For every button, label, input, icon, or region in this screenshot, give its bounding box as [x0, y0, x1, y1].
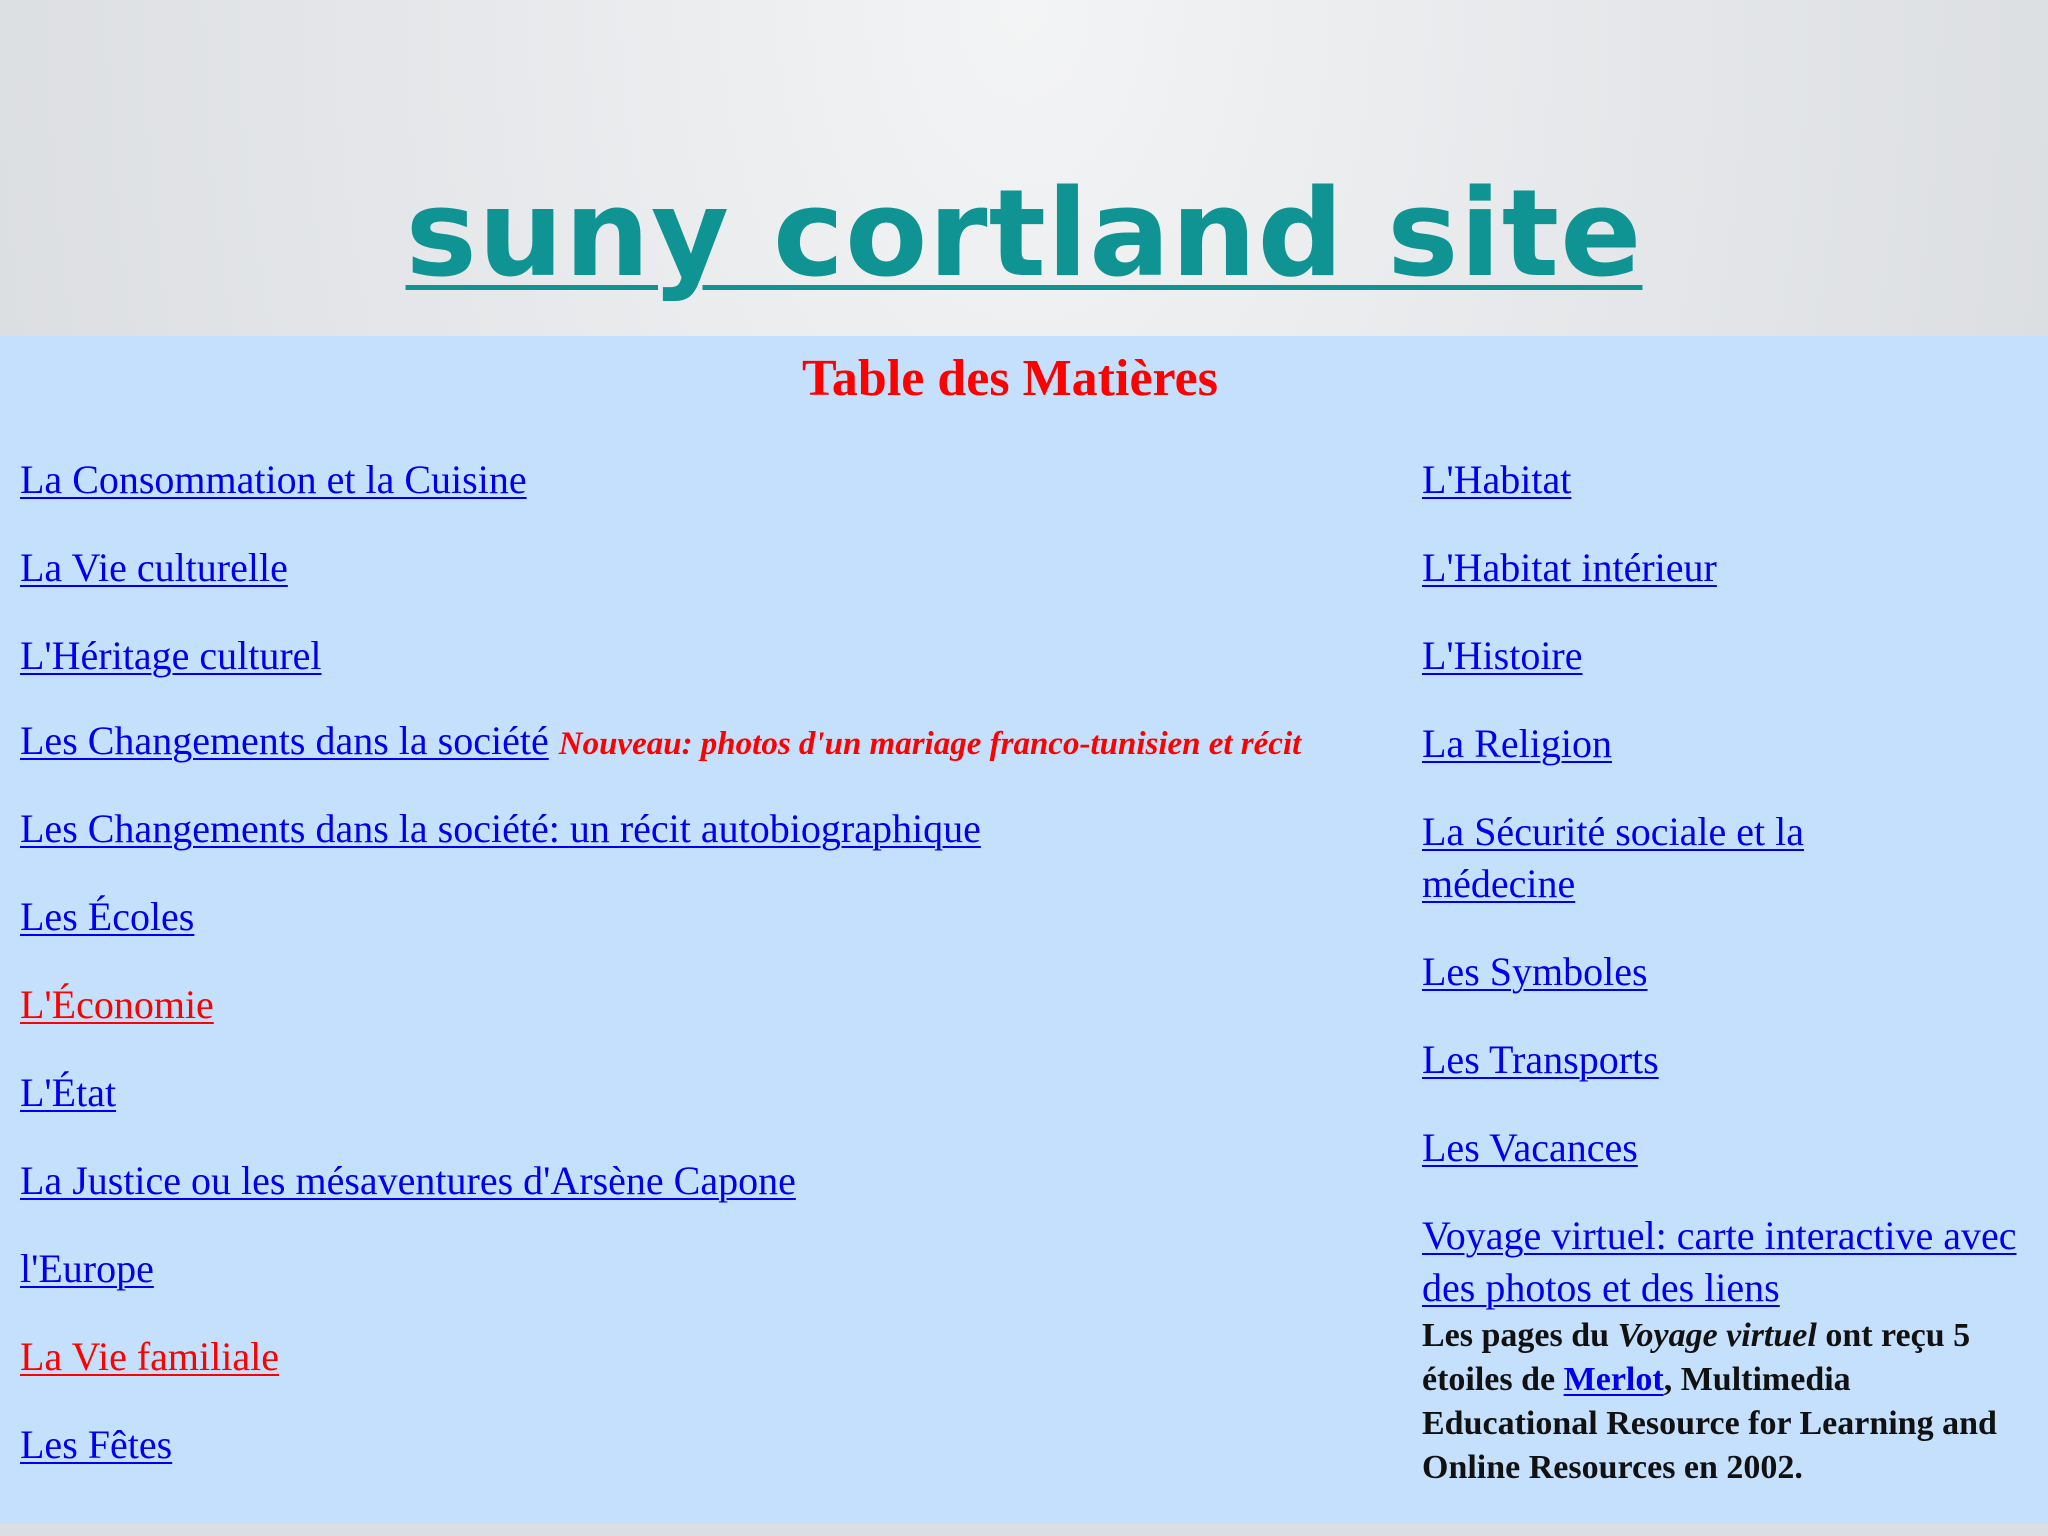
list-item: [20, 1243, 1390, 1295]
slide-bottom-strip: [0, 1524, 2048, 1536]
toc-link-recit-autobiographique[interactable]: Les Changements dans la société: un récit autobiographique: [20, 806, 981, 851]
toc-link-heritage-culturel[interactable]: L'Héritage culturel: [20, 633, 322, 678]
award-text-after: , Multimedia Educational Resource for Learning and Online Resources en 2002.: [1422, 1361, 1997, 1486]
toc-link-economie[interactable]: L'Économie: [20, 982, 214, 1027]
list-item: [20, 891, 1390, 943]
toc-link-habitat-interieur[interactable]: L'Habitat intérieur: [1422, 545, 1717, 590]
list-item: [20, 1155, 1390, 1207]
toc-link-vacances[interactable]: Les Vacances: [1422, 1125, 1638, 1170]
list-item: [1422, 718, 2022, 770]
toc-link-justice[interactable]: La Justice ou les mésaventures d'Arsène Capone: [20, 1158, 796, 1203]
list-item: [1422, 630, 2022, 682]
list-item: [20, 979, 1390, 1031]
slide-title: [0, 165, 2048, 305]
toc-link-fetes[interactable]: Les Fêtes: [20, 1422, 173, 1467]
award-text-before: Les pages du: [1422, 1317, 1618, 1354]
toc-link-symboles[interactable]: Les Symboles: [1422, 949, 1648, 994]
toc-link-etat[interactable]: L'État: [20, 1070, 117, 1115]
list-item: [20, 1067, 1390, 1119]
list-item: [20, 630, 1390, 682]
toc-link-histoire[interactable]: L'Histoire: [1422, 633, 1583, 678]
toc-heading: Table des Matières: [802, 350, 1218, 407]
toc-left-column: [20, 454, 1390, 1507]
list-item: [1422, 542, 2022, 594]
list-item: [1422, 946, 2022, 998]
toc-link-vie-culturelle[interactable]: La Vie culturelle: [20, 545, 288, 590]
list-item: [20, 454, 1390, 506]
award-note: [1422, 1314, 2022, 1490]
toc-link-consommation[interactable]: La Consommation et la Cuisine: [20, 457, 527, 502]
toc-link-europe[interactable]: l'Europe: [20, 1246, 154, 1291]
toc-link-changements-societe[interactable]: Les Changements dans la société: [20, 718, 549, 763]
list-item: [20, 1331, 1390, 1383]
toc-link-ecoles[interactable]: Les Écoles: [20, 894, 195, 939]
merlot-link[interactable]: Merlot: [1563, 1361, 1664, 1398]
list-item: [1422, 806, 1882, 910]
new-content-note: Nouveau: photos d'un mariage franco-tunisien et récit: [558, 726, 1302, 762]
toc-link-religion[interactable]: La Religion: [1422, 721, 1612, 766]
list-item: [1422, 454, 2022, 506]
list-item: [20, 542, 1390, 594]
toc-link-voyage-virtuel[interactable]: Voyage virtuel: carte interactive avec des photos et des liens: [1422, 1213, 2017, 1310]
toc-right-column: [1422, 454, 2022, 1490]
list-item: [1422, 1210, 2022, 1314]
award-text-middle: ont reçu 5 étoiles de: [1422, 1317, 1971, 1398]
toc-link-vie-familiale[interactable]: La Vie familiale: [20, 1334, 279, 1379]
list-item: [1422, 1122, 2022, 1174]
toc-link-securite-sociale[interactable]: La Sécurité sociale et la médecine: [1422, 809, 1805, 906]
embedded-webpage: [0, 336, 2048, 1524]
list-item: [20, 718, 1390, 767]
toc-link-habitat[interactable]: L'Habitat: [1422, 457, 1572, 502]
list-item: [20, 1419, 1390, 1471]
toc-link-transports[interactable]: Les Transports: [1422, 1037, 1659, 1082]
slide-title-link[interactable]: suny cortland site: [405, 165, 1643, 304]
list-item: [20, 803, 1390, 855]
list-item: [1422, 1034, 2022, 1086]
award-italic-title: Voyage virtuel: [1617, 1317, 1817, 1354]
